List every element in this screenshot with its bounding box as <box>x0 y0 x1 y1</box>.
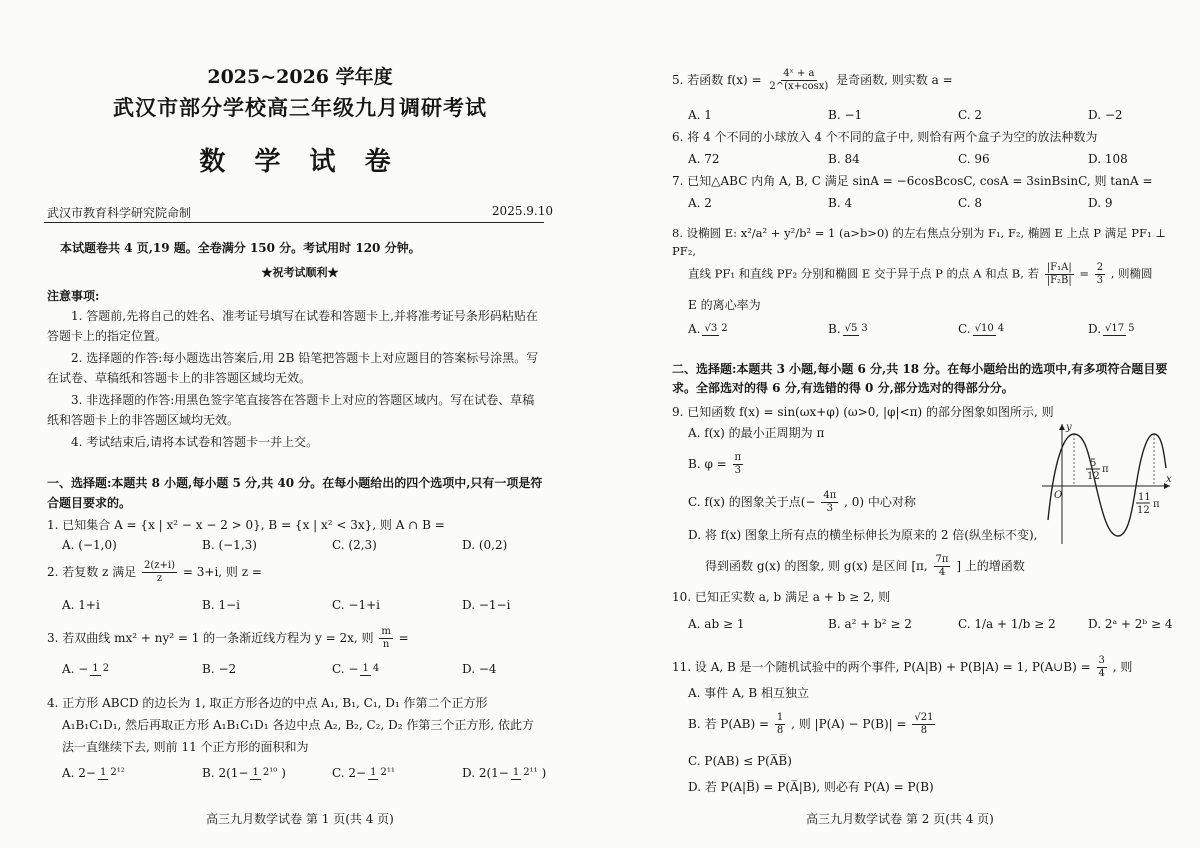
question-6-options <box>688 152 1158 166</box>
section-1-heading: 一、选择题:本题共 8 小题,每小题 5 分,共 40 分。在每小题给出的四个选项中,只有一项是符合题目要求的。 <box>47 476 543 510</box>
question-11-stem-a: 11. 设 A, B 是一个随机试验中的两个事件, P(A|B) + P(B|A) = 1, P(A∪B) = <box>672 660 1091 674</box>
option-fraction <box>90 663 111 676</box>
fraction-numerator: √17 <box>1105 323 1125 334</box>
fraction-numerator: 4ˣ + a <box>783 68 815 79</box>
option-d: D. −1−i <box>462 598 511 612</box>
fraction-denominator: 8 <box>920 725 928 736</box>
fraction-numerator: 1 <box>252 767 259 778</box>
option-fraction <box>1103 323 1136 336</box>
question-4-options <box>62 766 572 780</box>
tick-2-numerator: 11 <box>1138 492 1151 503</box>
tick-1-pi: π <box>1102 464 1109 475</box>
question-1-options <box>62 538 552 552</box>
fraction-denominator: 2 <box>102 663 110 674</box>
option-c: C. 2 <box>958 108 983 122</box>
sine-curve <box>1048 434 1166 536</box>
fraction-numerator: √21 <box>914 712 934 723</box>
option-a <box>62 766 202 780</box>
fraction-numerator: √5 <box>844 323 858 334</box>
option-b <box>202 766 332 780</box>
sine-graph <box>1040 420 1175 550</box>
school-year: 2025~2026 学年度 <box>207 66 393 88</box>
fraction-numerator: 1 <box>512 767 520 778</box>
option-a: A. 1 <box>688 108 712 122</box>
fraction-numerator: 1 <box>776 712 784 723</box>
tick-1-numerator: 5 <box>1090 458 1097 469</box>
question-11-option-b <box>688 712 937 737</box>
fraction-denominator: 2¹¹ <box>523 767 538 778</box>
question-7-options <box>688 196 1158 210</box>
question-9-option-b <box>688 452 745 477</box>
option-d <box>1088 322 1158 336</box>
question-4-line: A₁B₁C₁D₁, 然后再取正方形 A₁B₁C₁D₁ 各边中点 A₂, B₂, C₂, D₂ 作第三个正方形, 依此方 <box>62 718 534 732</box>
option-b: B. a² + b² ≥ 2 <box>828 617 912 631</box>
fraction-denominator: 4 <box>372 663 380 674</box>
question-5 <box>672 68 953 93</box>
fraction-numerator: 1 <box>370 767 377 778</box>
option-b: B. 1−i <box>202 598 240 612</box>
question-8-text-a: 直线 PF₁ 和直线 PF₂ 分别和椭圆 E 交于异于点 P 的点 A 和点 B, 若 <box>688 266 1040 281</box>
question-1: 1. 已知集合 A = {x | x² − x − 2 > 0}, B = {x | x² < 3x}, 则 A ∩ B = <box>47 518 445 532</box>
question-8-line-2 <box>688 262 1153 287</box>
question-9-option-a: A. f(x) 的最小正周期为 π <box>688 426 825 440</box>
option-prefix: A. 2− <box>62 766 96 780</box>
notice-item: 3. 非选择题的作答:用黑色签字笔直接答在答题卡上对应的答题区域内。写在试卷、草稿纸和答题卡上的非答题区域均无效。 <box>47 393 535 427</box>
notice-item: 2. 选择题的作答:每小题选出答案后,用 2B 铅笔把答题卡上对应题目的答案标号涂黑。写在试卷、草稿纸和答题卡上的非答题区域均无效。 <box>47 351 539 385</box>
question-11 <box>672 655 1132 680</box>
option-d: D. 9 <box>1088 196 1113 210</box>
option-prefix: 得到函数 g(x) 的图象, 则 g(x) 是区间 [π, <box>705 559 928 573</box>
question-8-line-1: 8. 设椭圆 E: x²/a² + y²/b² = 1 (a>b>0) 的左右焦点分别为 F₁, F₂, 椭圆 E 上点 P 满足 PF₁ ⊥ PF₂, <box>672 226 1167 258</box>
question-5-fraction <box>767 68 830 93</box>
fraction-numerator: 1 <box>92 663 99 674</box>
fraction-denominator: n <box>382 639 390 650</box>
option-suffix: ) <box>281 766 286 780</box>
option-fraction <box>702 323 729 336</box>
fraction-numerator: 1 <box>99 767 107 778</box>
fraction-denominator: 2¹² <box>110 767 125 778</box>
option-label: B. <box>828 322 841 336</box>
option-label: C. − <box>332 662 359 676</box>
option-suffix: ) <box>541 766 547 780</box>
y-axis-arrow-icon <box>1059 424 1065 430</box>
option-label: A. <box>688 322 701 336</box>
question-5-stem-b: 是奇函数, 则实数 a = <box>836 73 953 87</box>
question-8-text-b: = <box>1079 266 1090 281</box>
option-fraction <box>733 452 744 477</box>
question-11-option-d: D. 若 P(A|B̅) = P(A̅|B), 则必有 P(A) = P(B) <box>688 780 934 794</box>
fraction-denominator: 2^(x+cosx) <box>769 81 829 92</box>
option-b <box>828 322 958 336</box>
fraction-denominator: 2 <box>721 323 728 334</box>
option-fraction <box>511 767 540 780</box>
fraction-numerator: √3 <box>704 323 718 334</box>
fraction-numerator: |F₁A| <box>1046 262 1072 273</box>
question-3 <box>47 626 409 651</box>
header-rule <box>44 222 544 223</box>
option-a: A. ab ≥ 1 <box>688 617 745 631</box>
option-c <box>958 322 1088 336</box>
option-a: A. 72 <box>688 152 720 166</box>
question-3-stem-b: = <box>398 631 409 645</box>
question-11-stem-b: , 则 <box>1112 660 1133 674</box>
fraction-numerator: 1 <box>362 663 369 674</box>
question-5-options <box>688 108 1158 122</box>
option-b <box>202 662 332 676</box>
option-fraction <box>973 323 1006 336</box>
fraction-denominator: 4 <box>1098 668 1105 679</box>
option-a: A. 2 <box>688 196 712 210</box>
option-d: D. (0,2) <box>462 538 508 552</box>
question-11-option-a: A. 事件 A, B 相互独立 <box>688 686 810 700</box>
option-label: C. <box>958 322 971 336</box>
fraction-denominator: z <box>156 573 163 584</box>
option-c: C. 96 <box>958 152 990 166</box>
option-prefix: D. 2(1− <box>462 766 509 780</box>
fraction-denominator: 3 <box>861 323 868 334</box>
fraction-denominator: 4 <box>938 567 946 578</box>
option-fraction <box>360 663 381 676</box>
fraction-denominator: 4 <box>997 323 1005 334</box>
fraction-numerator: 7π <box>935 554 949 565</box>
option-c: C. 8 <box>958 196 983 210</box>
page-1-footer: 高三九月数学试卷 第 1 页(共 4 页) <box>206 812 394 826</box>
fraction-denominator: 3 <box>734 465 742 476</box>
tick-2-denominator: 12 <box>1137 505 1150 516</box>
question-8-line-3: E 的离心率为 <box>688 298 761 312</box>
option-label: D. <box>1088 322 1102 336</box>
option-fraction <box>250 767 279 780</box>
question-2-options <box>62 598 552 612</box>
option-suffix: , 0) 中心对称 <box>844 495 916 509</box>
option-c: C. −1+i <box>332 598 380 612</box>
fraction-numerator: π <box>734 452 742 463</box>
option-a <box>62 662 202 676</box>
option-a: A. (−1,0) <box>62 538 117 552</box>
question-9-option-d-line-2 <box>705 554 1025 579</box>
option-fraction <box>912 712 935 737</box>
fraction-numerator: 2 <box>1096 262 1104 273</box>
notice-item: 4. 考试结束后,请将本试卷和答题卡一并上交。 <box>71 435 319 449</box>
option-fraction <box>368 767 397 780</box>
question-3-stem-a: 3. 若双曲线 mx² + ny² = 1 的一条渐近线方程为 y = 2x, 则 <box>47 631 374 645</box>
origin-label: O <box>1054 490 1063 501</box>
option-suffix: ] 上的增函数 <box>956 559 1025 573</box>
option-b: B. 4 <box>828 196 853 210</box>
question-3-fraction <box>379 626 392 651</box>
question-4-line: 法一直继续下去, 则前 11 个正方形的面积和为 <box>62 740 309 754</box>
fraction-denominator: 2¹¹ <box>380 767 395 778</box>
question-10-options <box>688 617 1178 631</box>
option-a <box>688 322 828 336</box>
exam-title: 武汉市部分学校高三年级九月调研考试 <box>113 95 487 120</box>
question-7: 7. 已知△ABC 内角 A, B, C 满足 sinA = −6cosBcosC, cosA = 3sinBsinC, 则 tanA = <box>672 174 1153 188</box>
y-axis-label: y <box>1066 422 1072 433</box>
x-axis-label: x <box>1166 474 1172 485</box>
option-d: D. 2ᵃ + 2ᵇ ≥ 4 <box>1088 617 1173 631</box>
fraction-denominator: 3 <box>826 503 833 514</box>
option-prefix: C. f(x) 的图象关于点(− <box>688 495 816 509</box>
fraction-numerator: √10 <box>974 323 994 334</box>
fraction-numerator: 2(z+i) <box>144 560 176 571</box>
question-11-fraction <box>1097 655 1107 680</box>
fraction-numerator: m <box>381 626 391 637</box>
question-11-option-c: C. P(AB) ≤ P(A̅B̅) <box>688 754 792 768</box>
option-d: D. 108 <box>1088 152 1128 166</box>
fraction-denominator: 5 <box>1128 323 1135 334</box>
option-fraction <box>934 554 951 579</box>
tick-2-pi: π <box>1153 499 1160 510</box>
option-d <box>462 662 552 676</box>
question-4-line: 4. 正方形 ABCD 的边长为 1, 取正方形各边的中点 A₁, B₁, C₁, D₁ 作第二个正方形 <box>47 696 488 710</box>
option-b: B. −1 <box>828 108 863 122</box>
question-8-options <box>688 322 1158 336</box>
fraction-numerator: 4π <box>823 490 837 501</box>
fraction-denominator: 8 <box>776 725 784 736</box>
option-fraction <box>821 490 838 515</box>
question-9-option-c <box>688 490 916 515</box>
question-10: 10. 已知正实数 a, b 满足 a + b ≥ 2, 则 <box>672 590 891 604</box>
question-2-fraction <box>142 560 177 585</box>
section-2-heading: 二、选择题:本题共 3 小题,每小题 6 分,共 18 分。在每小题给出的选项中,有多项符合题目要求。全部选对的得 6 分,有选错的得 0 分,部分选对的得部分分。 <box>672 362 1168 395</box>
subject-title: 数 学 试 卷 <box>199 147 401 177</box>
option-a: A. 1+i <box>62 598 100 612</box>
option-prefix: B. φ = <box>688 457 727 471</box>
option-prefix: B. 2(1− <box>202 766 249 780</box>
question-9: 9. 已知函数 f(x) = sin(ωx+φ) (ω>0, |φ|<π) 的部分图象如图所示, 则 <box>672 405 1054 419</box>
question-8-text-c: , 则椭圆 <box>1110 266 1153 281</box>
question-8-ratio <box>1045 262 1074 287</box>
option-c <box>332 662 462 676</box>
option-b: B. (−1,3) <box>202 538 257 552</box>
question-2-stem-b: = 3+i, 则 z = <box>182 565 262 579</box>
option-prefix: C. 2− <box>332 766 367 780</box>
option-b: B. 84 <box>828 152 860 166</box>
fraction-denominator: |F₂B| <box>1046 275 1072 286</box>
option-label: A. − <box>62 662 89 676</box>
question-6: 6. 将 4 个不同的小球放入 4 个不同的盒子中, 则恰有两个盒子为空的放法种数为 <box>672 130 1098 144</box>
fraction-numerator: 3 <box>1098 655 1105 666</box>
option-fraction <box>843 323 870 336</box>
option-label: D. −4 <box>462 662 497 676</box>
option-c <box>332 766 462 780</box>
good-luck-text: ★祝考试顺利★ <box>261 266 339 279</box>
option-d <box>462 766 572 780</box>
issuer: 武汉市教育科学研究院命制 <box>47 206 192 220</box>
option-fraction <box>98 767 127 780</box>
question-5-stem-a: 5. 若函数 f(x) = <box>672 73 762 87</box>
question-3-options <box>62 662 552 676</box>
option-prefix: B. 若 P(AB) = <box>688 717 770 731</box>
notice-item: 1. 答题前,先将自己的姓名、准考证号填写在试卷和答题卡上,并将准考证号条形码粘贴在答题卡上的指定位置。 <box>47 309 538 343</box>
option-label: B. −2 <box>202 662 237 676</box>
question-9-option-d-line-1: D. 将 f(x) 图象上所有点的横坐标伸长为原来的 2 倍(纵坐标不变), <box>688 528 1038 542</box>
exam-date: 2025.9.10 <box>491 204 553 218</box>
option-middle: , 则 |P(A) − P(B)| = <box>791 717 907 731</box>
notice-title: 注意事项: <box>47 289 100 303</box>
intro-text: 本试题卷共 4 页,19 题。全卷满分 150 分。考试用时 120 分钟。 <box>60 241 421 255</box>
question-8-value <box>1095 262 1105 287</box>
page-2-footer: 高三九月数学试卷 第 2 页(共 4 页) <box>806 812 994 826</box>
option-c: C. (2,3) <box>332 538 377 552</box>
option-d: D. −2 <box>1088 108 1123 122</box>
question-2-stem-a: 2. 若复数 z 满足 <box>47 565 137 579</box>
question-2 <box>47 560 262 585</box>
option-c: C. 1/a + 1/b ≥ 2 <box>958 617 1056 631</box>
page-2 <box>600 0 1200 848</box>
option-fraction <box>775 712 785 737</box>
tick-1-denominator: 12 <box>1087 471 1100 482</box>
fraction-denominator: 3 <box>1096 275 1104 286</box>
fraction-denominator: 2¹⁰ <box>262 767 278 778</box>
